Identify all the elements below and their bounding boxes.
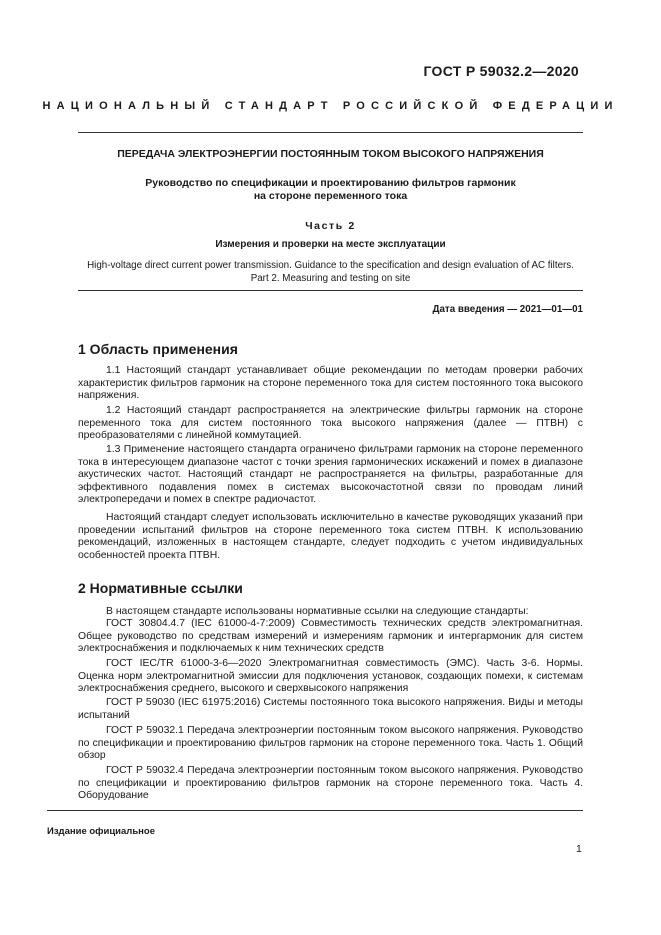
subtitle [0, 177, 661, 203]
reference-item: ГОСТ Р 59030 (IEC 61975:2016) Системы постоянного тока высокого напряжения. Виды и методы испытаний [78, 697, 583, 721]
official-edition-label: Издание официальное [47, 826, 155, 837]
page-number: 1 [576, 843, 582, 855]
reference-item: ГОСТ IEC/TR 61000-3-6—2020 Электромагнитная совместимость (ЭМС). Часть 3-6. Нормы. Оценка норм электромагнитной эмиссии для подключения установок, создающих помехи, к системам электроснабжения среднего, высокого и сверхвысокого напряжения [78, 658, 583, 695]
section-2-heading: 2 Нормативные ссылки [78, 580, 243, 596]
english-title [0, 260, 661, 285]
clause-1-2: 1.2 Настоящий стандарт распространяется на электрические фильтры гармоник на стороне переменного тока для систем постоянного тока высокого напряжения (далее — ПТВН) с преобразователями с линейной коммутацией. [78, 405, 583, 442]
clause-1-1: 1.1 Настоящий стандарт устанавливает общие рекомендации по методам проверки рабочих характеристик фильтров гармоник на стороне переменного тока для систем постоянного тока высокого напряжения. [78, 365, 583, 402]
introduction-date: Дата введения — 2021—01—01 [432, 304, 583, 315]
english-title-line-1: High-voltage direct current power transmission. Guidance to the specification and design evaluation of AC filters. [87, 260, 574, 271]
part-number: Часть 2 [305, 220, 356, 232]
english-title-line-2: Part 2. Measuring and testing on site [250, 272, 411, 284]
title-rule [78, 290, 583, 291]
references-intro: В настоящем стандарте использованы нормативные ссылки на следующие стандарты: [106, 606, 529, 617]
national-standard-heading: НАЦИОНАЛЬНЫЙ СТАНДАРТ РОССИЙСКОЙ ФЕДЕРАЦИИ [42, 100, 619, 112]
subtitle-line-1: Руководство по спецификации и проектированию фильтров гармоник [145, 177, 516, 189]
top-rule [78, 132, 583, 133]
scope-note: Настоящий стандарт следует использовать исключительно в качестве руководящих указаний при проведении испытаний фильтров на стороне переменного тока систем ПТВН. К использованию рекомендаций, изложенных в настоящем стандарте, следует подходить с учетом индивидуальных особенностей проекта ПТВН. [78, 512, 583, 561]
reference-item: ГОСТ Р 59032.4 Передача электроэнергии постоянным током высокого напряжения. Руководство по спецификации и проектированию фильтров гармоник на стороне переменного тока. Часть 4. Оборудование [78, 765, 583, 802]
reference-item: ГОСТ Р 59032.1 Передача электроэнергии постоянным током высокого напряжения. Руководство по спецификации и проектированию фильтров гармоник на стороне переменного тока. Часть 1. Общий обзор [78, 725, 583, 762]
gost-code: ГОСТ Р 59032.2—2020 [423, 63, 579, 79]
clause-1-3: 1.3 Применение настоящего стандарта ограничено фильтрами гармоник на стороне переменного тока в интересующем диапазоне частот с точки зрения гармонических искажений и помех в диапазоне акустических частот. Настоящий стандарт не распространяется на фильтры, разработанные для эффективного подавления помех в системах высокочастотной связи по проводам линий электропередачи и помех в спектре радиочастот. [78, 444, 583, 506]
footer-rule [47, 810, 583, 811]
section-1-heading: 1 Область применения [78, 341, 238, 357]
subtitle-line-2: на стороне переменного тока [253, 190, 408, 202]
part-title: Измерения и проверки на месте эксплуатации [215, 239, 446, 250]
main-title: ПЕРЕДАЧА ЭЛЕКТРОЭНЕРГИИ ПОСТОЯННЫМ ТОКОМ ВЫСОКОГО НАПРЯЖЕНИЯ [117, 148, 544, 160]
reference-item: ГОСТ 30804.4.7 (IEC 61000-4-7:2009) Совместимость технических средств электромагнитная. Общее руководство по средствам измерений и измерениям гармоник и интергармоник для систем электроснабжения и подключаемых к ним технических средств [78, 618, 583, 655]
